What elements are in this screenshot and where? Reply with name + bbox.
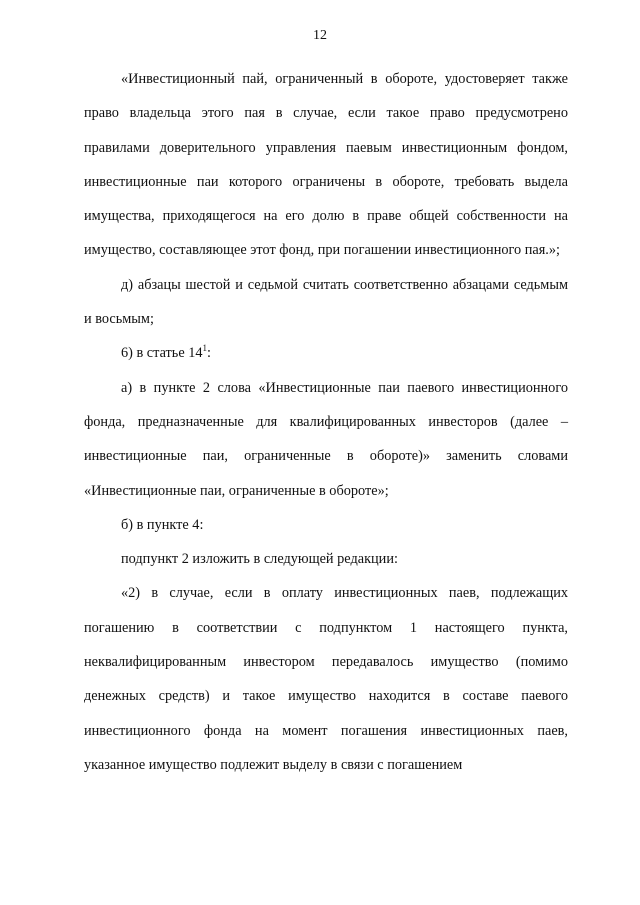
- paragraph-item-d: д) абзацы шестой и седьмой считать соответственно абзацами седьмым и восьмым;: [84, 276, 568, 328]
- article-reference-text: 6) в статье 14: [121, 345, 203, 362]
- paragraph-share-definition: «Инвестиционный пай, ограниченный в обороте, удостоверяет также право владельца этого пая в случае, если такое право предусмотрено правилами доверительного управления паевым инвестиционным фондом, инвестиционные паи которого ограничены в обороте, требовать выдела имущества, приходящегося на его долю в праве общей собственности на имущество, составляющее этот фонд, при погашении инвестиционного пая.»;: [84, 71, 568, 259]
- page-number: 12: [313, 28, 327, 43]
- article-reference-colon: :: [207, 345, 212, 362]
- paragraph-item-6: [84, 336, 568, 370]
- document-body: [84, 62, 568, 782]
- paragraph-subitem-2-intro: подпункт 2 изложить в следующей редакции:: [121, 551, 398, 568]
- paragraph-subitem-2-text: «2) в случае, если в оплату инвестиционных паев, подлежащих погашению в соответствии с подпунктом 1 настоящего пункта, неквалифицированным инвестором передавалось имущество (помимо денежных средств) и такое имущество находится в составе паевого инвестиционного фонда на момент погашения инвестиционных паев, указанное имущество подлежит выделу в связи с погашением: [84, 585, 568, 773]
- paragraph-item-a: а) в пункте 2 слова «Инвестиционные паи паевого инвестиционного фонда, предназначенные для квалифицированных инвесторов (далее – инвестиционные паи, ограниченные в обороте)» заменить словами «Инвестиционные паи, ограниченные в обороте»;: [84, 379, 568, 499]
- paragraph-item-b: б) в пункте 4:: [121, 516, 204, 533]
- article-superscript: 1: [202, 343, 208, 354]
